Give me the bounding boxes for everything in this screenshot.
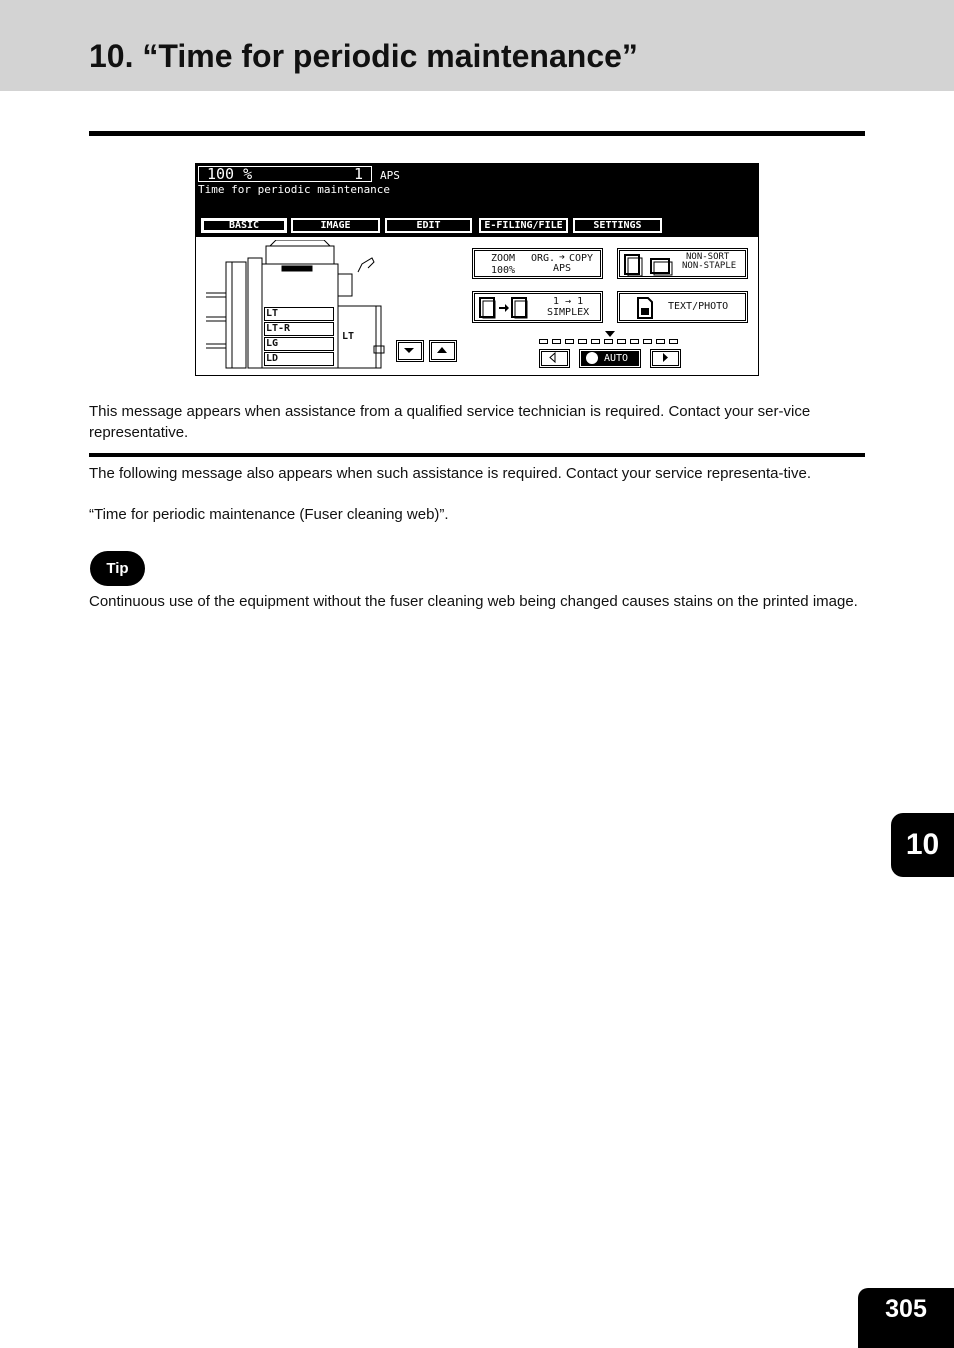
duplex-button[interactable] — [472, 291, 603, 323]
sort-pages-icon — [623, 253, 675, 277]
tray-2-label: LT-R — [266, 323, 291, 334]
tray-up-button[interactable] — [429, 340, 457, 362]
tab-settings[interactable]: SETTINGS — [573, 218, 662, 233]
zoom-readout: 100 % — [207, 165, 253, 183]
density-level — [604, 339, 613, 344]
touch-panel-screenshot — [195, 163, 759, 376]
tray-4-label: LD — [266, 353, 279, 364]
density-level — [669, 339, 678, 344]
darker-button[interactable] — [650, 349, 681, 368]
density-marker-icon — [605, 331, 615, 338]
auto-label: AUTO — [604, 353, 629, 364]
zoom-value: 100% — [491, 265, 516, 276]
quantity-readout: 1 — [353, 165, 363, 183]
aps-label: APS — [553, 263, 572, 274]
zoom-button[interactable] — [472, 248, 603, 279]
tip-text: Continuous use of the equipment without the fuser cleaning web being changed causes stains on the printed image. — [89, 593, 858, 610]
tab-efiling-file[interactable]: E-FILING/FILE — [479, 218, 568, 233]
finishing-button[interactable] — [617, 248, 748, 279]
page-title: 10. “Time for periodic maintenance” — [89, 38, 638, 74]
simplex-pages-icon — [477, 295, 533, 321]
density-level — [578, 339, 587, 344]
lcd-message-area — [196, 164, 759, 237]
auto-density-icon — [586, 352, 598, 364]
arrow-up-icon — [430, 341, 454, 359]
lighter-button[interactable] — [539, 349, 570, 368]
duplex-line2: SIMPLEX — [547, 307, 590, 318]
tab-edit[interactable]: EDIT — [385, 218, 472, 233]
text-photo-icon — [634, 296, 656, 320]
arrow-left-icon — [540, 350, 567, 365]
original-mode-button[interactable] — [617, 291, 748, 323]
org-label: ORG. — [531, 253, 556, 264]
zoom-label: ZOOM — [491, 253, 516, 264]
density-level — [539, 339, 548, 344]
arrow-down-icon — [397, 341, 421, 359]
paragraph-service-required: This message appears when assistance from a qualified service technician is required. Contact your ser-vice representative. — [89, 403, 811, 441]
finishing-line2: NON-STAPLE — [682, 261, 737, 271]
tray-3-label: LG — [266, 338, 279, 349]
page-number: 305 — [858, 1288, 954, 1348]
arrow-right-icon: ➔ — [559, 252, 566, 263]
section-rule — [89, 131, 865, 136]
paragraph-also-appears: The following message also appears when such assistance is required. Contact your service representa-tive. — [89, 465, 812, 482]
finishing-line1: NON-SORT — [686, 252, 730, 262]
lcd-message: Time for periodic maintenance — [198, 183, 391, 196]
arrow-right-icon — [651, 350, 678, 365]
duplex-line1: 1 → 1 — [553, 296, 584, 307]
density-level — [643, 339, 652, 344]
bracket-icon — [373, 304, 387, 372]
density-level — [565, 339, 574, 344]
mode-label: TEXT/PHOTO — [668, 301, 729, 312]
paper-mode-readout: APS — [380, 169, 400, 182]
tray-1-label: LT — [266, 308, 279, 319]
tray-down-button[interactable] — [396, 340, 424, 362]
copy-counter — [198, 166, 372, 182]
density-level — [656, 339, 665, 344]
density-level — [552, 339, 561, 344]
density-level — [591, 339, 600, 344]
lcf-tray-label: LT — [342, 331, 355, 342]
chapter-tab: 10 — [891, 813, 954, 877]
density-level — [630, 339, 639, 344]
section-divider — [89, 453, 865, 457]
tab-basic[interactable]: BASIC — [201, 218, 287, 233]
paragraph-fuser-message: “Time for periodic maintenance (Fuser cleaning web)”. — [89, 506, 449, 523]
tip-badge: Tip — [90, 551, 145, 586]
density-level — [617, 339, 626, 344]
tab-image[interactable]: IMAGE — [291, 218, 380, 233]
auto-density-button[interactable] — [579, 349, 641, 368]
copy-label: COPY — [569, 253, 594, 264]
